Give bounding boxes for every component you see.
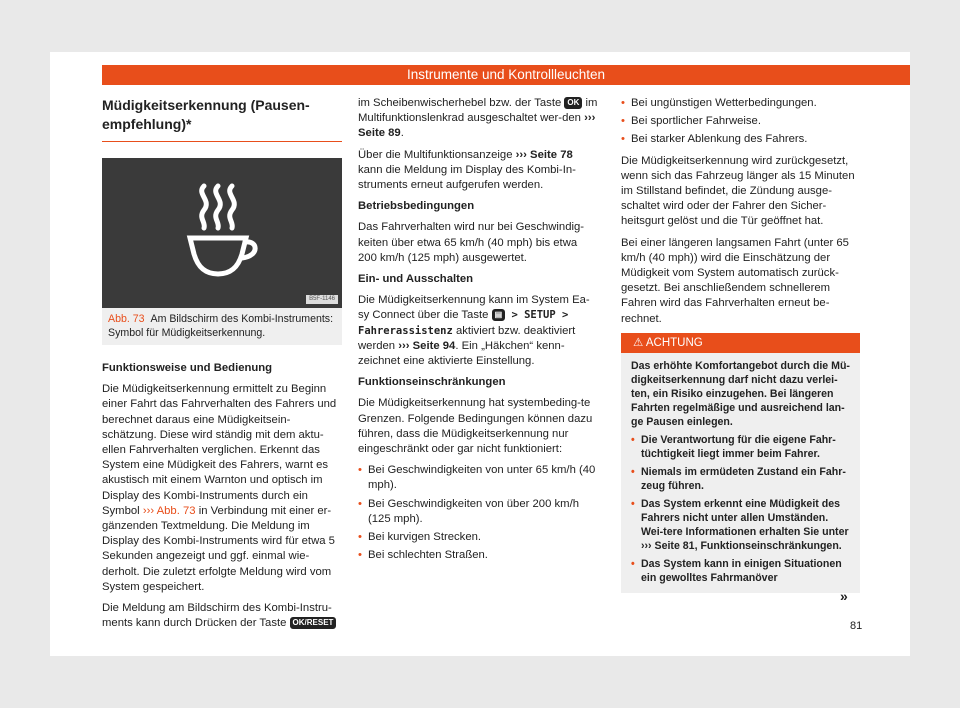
text: Über die Multifunktionsanzeige <box>358 148 516 161</box>
heading-betriebsbedingungen: Betriebsbedingungen <box>358 200 475 213</box>
list-item: • Bei sportlicher Fahrweise. <box>621 114 860 129</box>
text: in Verbindung mit einer er-gänzenden Textmeldung. Die Meldung im Display des Kombi-Instruments wird für etwa 5 Sekunden angezeigt und ggf. einmal wie-derholt. Die zuletzt erfolgte Meldung wird vom System gespeichert. <box>102 504 335 593</box>
paragraph-funktionsweise <box>102 382 342 595</box>
list-item: • Bei ungünstigen Wetterbedingungen. <box>621 96 860 111</box>
list-item: • Niemals im ermüdeten Zustand ein Fahr-zeug führen. <box>631 465 852 493</box>
figure-code: B5F-1146 <box>306 295 338 304</box>
heading-funktionsweise: Funktionsweise und Bedienung <box>102 362 273 374</box>
text: Die Meldung am Bildschirm des Kombi-Instru-ments kann durch Drücken der Taste <box>102 602 332 630</box>
text: im Scheibenwischerhebel bzw. der Taste <box>358 97 565 109</box>
list-item: • Bei starker Ablenkung des Fahrers. <box>621 132 860 147</box>
list-item: • Bei Geschwindigkeiten von unter 65 km/h (40 mph). <box>358 463 598 493</box>
warning-body <box>621 353 860 593</box>
list-item: • Bei schlechten Straßen. <box>358 548 598 563</box>
paragraph-zurueckgesetzt: Die Müdigkeitserkennung wird zurückgesetzt, wenn sich das Fahrzeug länger als 15 Minuten im Stillstand befindet, die Zündung ausge-schaltet wird oder der Fahrer den Sicher-heitsgurt gelöst und die Tür geöffnet hat. <box>621 154 855 228</box>
menu-path: > SETUP > Fahrerassistenz <box>358 309 569 337</box>
caption-number: Abb. 73 <box>108 313 145 325</box>
list-item: • Die Verantwortung für die eigene Fahr-tüchtigkeit liegt immer beim Fahrer. <box>631 433 852 461</box>
heading-funktionseinschraenkungen: Funktionseinschränkungen <box>358 376 506 389</box>
warning-header <box>621 333 860 353</box>
coffee-cup-icon <box>182 178 262 284</box>
list-item: • Das System kann in einigen Situationen ein gewolltes Fahrmanöver <box>631 557 852 585</box>
list-item <box>631 497 852 553</box>
text: Die Müdigkeitserkennung kann im System Ea-sy Connect über die Taste <box>358 294 590 322</box>
link-seite-81[interactable]: ››› Seite 81, Funktionseinschränkungen <box>641 539 839 552</box>
text: . <box>400 127 404 140</box>
paragraph-langsame-fahrt: Bei einer längeren langsamen Fahrt (unter 65 km/h (40 mph)) wird die Einschätzung der Müdigkeit vom System automatisch zurück-gesetzt. Bei anschließendem schnellerem Fahren wird das Fahrverhalten erneut be-rechnet. <box>621 236 849 325</box>
chapter-header: Instrumente und Kontrollleuchten <box>102 65 910 85</box>
column-1 <box>102 96 342 637</box>
limitations-list-continued <box>621 96 860 148</box>
paragraph-multifunktion <box>358 148 598 194</box>
paragraph-ausschalten <box>358 96 598 142</box>
warning-box <box>621 333 860 593</box>
continue-arrow-icon: » <box>840 588 848 604</box>
figure-coffee-cup <box>102 158 342 308</box>
link-seite-89[interactable]: ››› Seite 89 <box>358 112 596 140</box>
list-item: • Bei kurvigen Strecken. <box>358 530 598 545</box>
column-2 <box>358 96 598 569</box>
column-3 <box>621 96 860 593</box>
paragraph-funktionseinschraenkungen: Die Müdigkeitserkennung hat systembeding-te Grenzen. Folgende Bedingungen können dazu führen, dass die Müdigkeitserkennung nur eingeschränkt oder gar nicht funktioniert: <box>358 397 593 456</box>
paragraph-betriebsbedingungen: Das Fahrverhalten wird nur bei Geschwindig-keiten über etwa 65 km/h (40 mph) bis etwa 200 km/h (125 mph) ausgewertet. <box>358 221 585 264</box>
section-title: Müdigkeitserkennung (Pausen-empfehlung)* <box>102 96 342 142</box>
page-number: 81 <box>850 620 863 632</box>
text: kann die Meldung im Display des Kombi-In-struments erneut aufgerufen werden. <box>358 163 576 192</box>
okreset-key-icon: OK/RESET <box>290 617 337 629</box>
figure-caption <box>102 308 342 345</box>
warning-list <box>631 433 852 585</box>
car-menu-key-icon: ▤ <box>492 309 506 321</box>
ok-key-icon: OK <box>564 97 582 109</box>
manual-page <box>50 52 910 656</box>
limitations-list <box>358 463 598 563</box>
warning-intro: Das erhöhte Komfortangebot durch die Mü-digkeitserkennung darf nicht dazu verlei-ten, ein Risiko einzugehen. Bei längeren Fahrten regelmäßige und ausreichend lan-ge Pausen einlegen. <box>631 359 850 428</box>
link-seite-94[interactable]: ››› Seite 94 <box>398 339 456 352</box>
list-item: • Bei Geschwindigkeiten von über 200 km/h (125 mph). <box>358 497 598 527</box>
heading-ein-ausschalten: Ein- und Ausschalten <box>358 273 474 286</box>
text: im Multifunktionslenkrad ausgeschaltet wer-den <box>358 97 598 125</box>
warning-triangle-icon: ⚠ <box>633 336 644 349</box>
warning-title: ACHTUNG <box>645 336 703 349</box>
paragraph-meldung <box>102 601 342 631</box>
text: Die Müdigkeitserkennung ermittelt zu Beginn einer Fahrt das Fahrverhalten des Fahrers und berechnet daraus eine Müdigkeitsein-schätzung. Diese wird ständig mit dem aktu-ellen Fahrverhalten verglichen. Erkennt das System eine Müdigkeit des Fahrers, warnt es akustisch mit einem Warnton und optisch im Display des Kombi-Instruments durch ein Symbol <box>102 383 337 517</box>
paragraph-ein-ausschalten <box>358 293 598 369</box>
text: aktiviert bzw. deaktiviert werden <box>358 324 576 352</box>
link-seite-78[interactable]: ››› Seite 78 <box>515 148 573 161</box>
text: Das System erkennt eine Müdigkeit des Fahrers nicht unter allen Umständen. Wei-tere Informationen erhalten Sie unter <box>641 497 849 538</box>
text: . Ein „Häkchen“ kenn-zeichnet eine aktivierte Einstellung. <box>358 339 565 368</box>
link-abb-73[interactable]: ››› Abb. 73 <box>142 504 196 517</box>
text: . <box>838 539 842 552</box>
caption-text: Am Bildschirm des Kombi-Instruments: Symbol für Müdigkeitserkennung. <box>108 313 334 339</box>
